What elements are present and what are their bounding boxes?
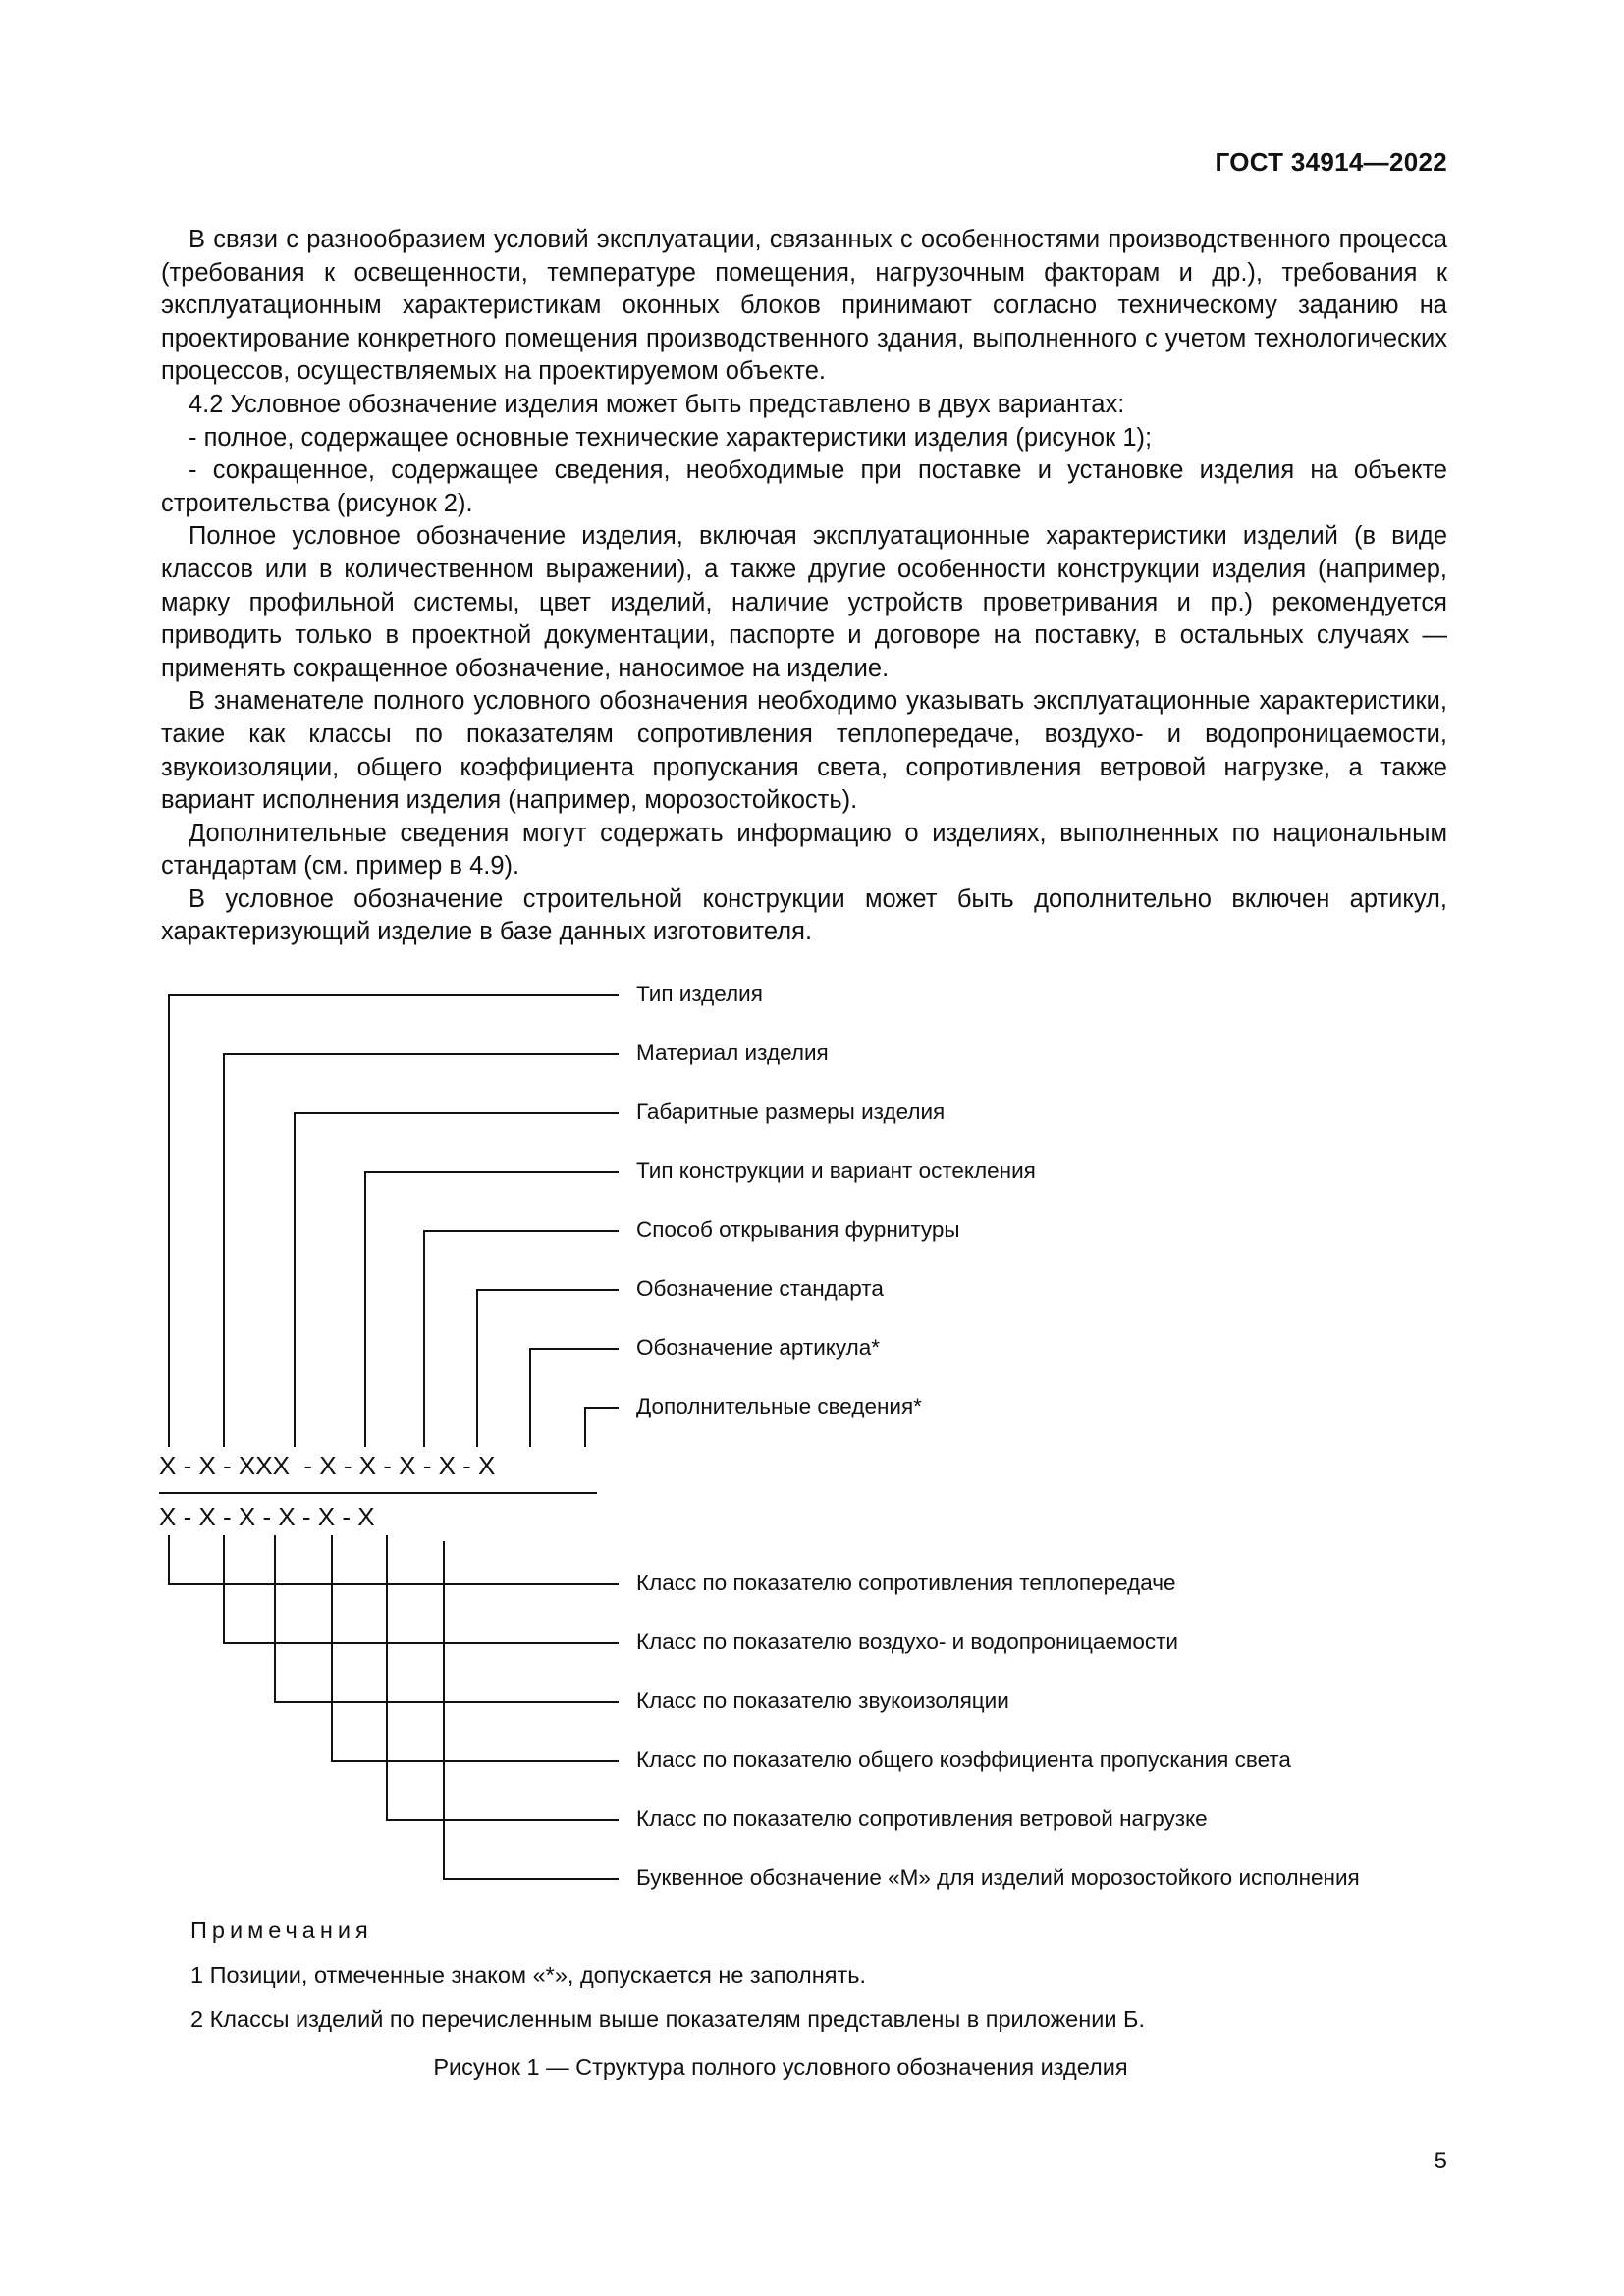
label-construction-type: Тип конструкции и вариант остекления: [636, 1158, 1036, 1183]
label-article-designation: Обозначение артикула*: [636, 1335, 881, 1360]
note-item: 2 Классы изделий по перечисленным выше показателям представлены в приложении Б.: [190, 2006, 1145, 2032]
label-light-transmission-class: Класс по показателю общего коэффициента пропускания света: [636, 1747, 1291, 1772]
label-sound-insulation-class: Класс по показателю звукоизоляции: [636, 1688, 1009, 1713]
leader-line: [169, 995, 619, 1447]
paragraph: Дополнительные сведения могут содержать информацию о изделиях, выполненных по национальным стандартам (см. пример в 4.9).: [161, 819, 1447, 881]
label-wind-load-class: Класс по показателю сопротивления ветровой нагрузке: [636, 1806, 1208, 1831]
label-overall-dimensions: Габаритные размеры изделия: [636, 1099, 946, 1124]
standard-code: ГОСТ 34914—2022: [1215, 147, 1447, 177]
numerator-code: X - X - XXX - X - X - X - X - X: [159, 1451, 496, 1480]
leader-line: [169, 1535, 619, 1584]
label-opening-method: Способ открывания фурнитуры: [636, 1217, 960, 1242]
note-item: 1 Позиции, отмеченные знаком «*», допускается не заполнять.: [190, 1961, 867, 1988]
list-item: - полное, содержащее основные технические характеристики изделия (рисунок 1);: [189, 423, 1153, 452]
label-product-type: Тип изделия: [636, 982, 763, 1006]
page-number: 5: [1434, 2148, 1447, 2174]
label-additional-info: Дополнительные сведения*: [636, 1394, 922, 1418]
list-item: - сокращенное, содержащее сведения, необходимые при поставке и установке изделия на объекте строительства (рисунок 2).: [161, 456, 1447, 517]
leader-line: [424, 1231, 619, 1447]
label-product-material: Материал изделия: [636, 1041, 829, 1065]
leader-line: [332, 1535, 619, 1761]
figure-caption: Рисунок 1 — Структура полного условного обозначения изделия: [433, 2055, 1128, 2080]
leader-line: [295, 1113, 619, 1447]
leader-line: [224, 1535, 619, 1643]
denominator-code: X - X - X - X - X - X: [159, 1502, 375, 1531]
paragraph: Полное условное обозначение изделия, включая эксплуатационные характеристики изделий (в виде классов или в количественном выражении), а также другие особенности конструкции изделия (например, марку профильной системы, цвет изделий, наличие устройств проветривания и пр.) рекомендуется приводить только в проектной документации, паспорте и договоре на поставку, в остальных случаях — применять сокращенное обозначение, наносимое на изделие.: [161, 522, 1447, 682]
label-standard-designation: Обозначение стандарта: [636, 1276, 884, 1301]
paragraph: В знаменателе полного условного обозначения необходимо указывать эксплуатационные характеристики, такие как классы по показателям сопротивления теплопередаче, воздухо- и водопроницаемости, звукоизоляции, общего коэффициента пропускания света, сопротивления ветровой нагрузке, а также вариант исполнения изделия (например, морозостойкость).: [161, 687, 1447, 815]
paragraph: 4.2 Условное обозначение изделия может быть представлено в двух вариантах:: [189, 390, 1125, 418]
label-frost-resistance: Буквенное обозначение «М» для изделий морозостойкого исполнения: [636, 1865, 1360, 1890]
label-heat-transfer-class: Класс по показателю сопротивления теплопередаче: [636, 1571, 1176, 1595]
leader-line: [585, 1408, 619, 1447]
paragraph: В связи с разнообразием условий эксплуатации, связанных с особенностями производственного процесса (требования к освещенности, температуре помещения, нагрузочным факторам и др.), требования к эксплуатационным характеристикам оконных блоков принимают согласно техническому заданию на проектирование конкретного помещения производственного здания, выполненного с учетом технологических процессов, осуществляемых на проектируемом объекте.: [161, 226, 1447, 386]
leader-line: [365, 1172, 619, 1447]
paragraph: В условное обозначение строительной конструкции может быть дополнительно включен артикул, характеризующий изделие в базе данных изготовителя.: [161, 884, 1447, 946]
notes-title: Примечания: [190, 1917, 373, 1943]
leader-line: [275, 1535, 619, 1702]
label-air-water-class: Класс по показателю воздухо- и водопроницаемости: [636, 1629, 1178, 1654]
leader-line: [477, 1290, 619, 1447]
notes: [190, 1919, 1145, 2054]
leader-line: [444, 1541, 619, 1879]
leader-line: [387, 1535, 619, 1820]
leader-line: [530, 1349, 619, 1447]
